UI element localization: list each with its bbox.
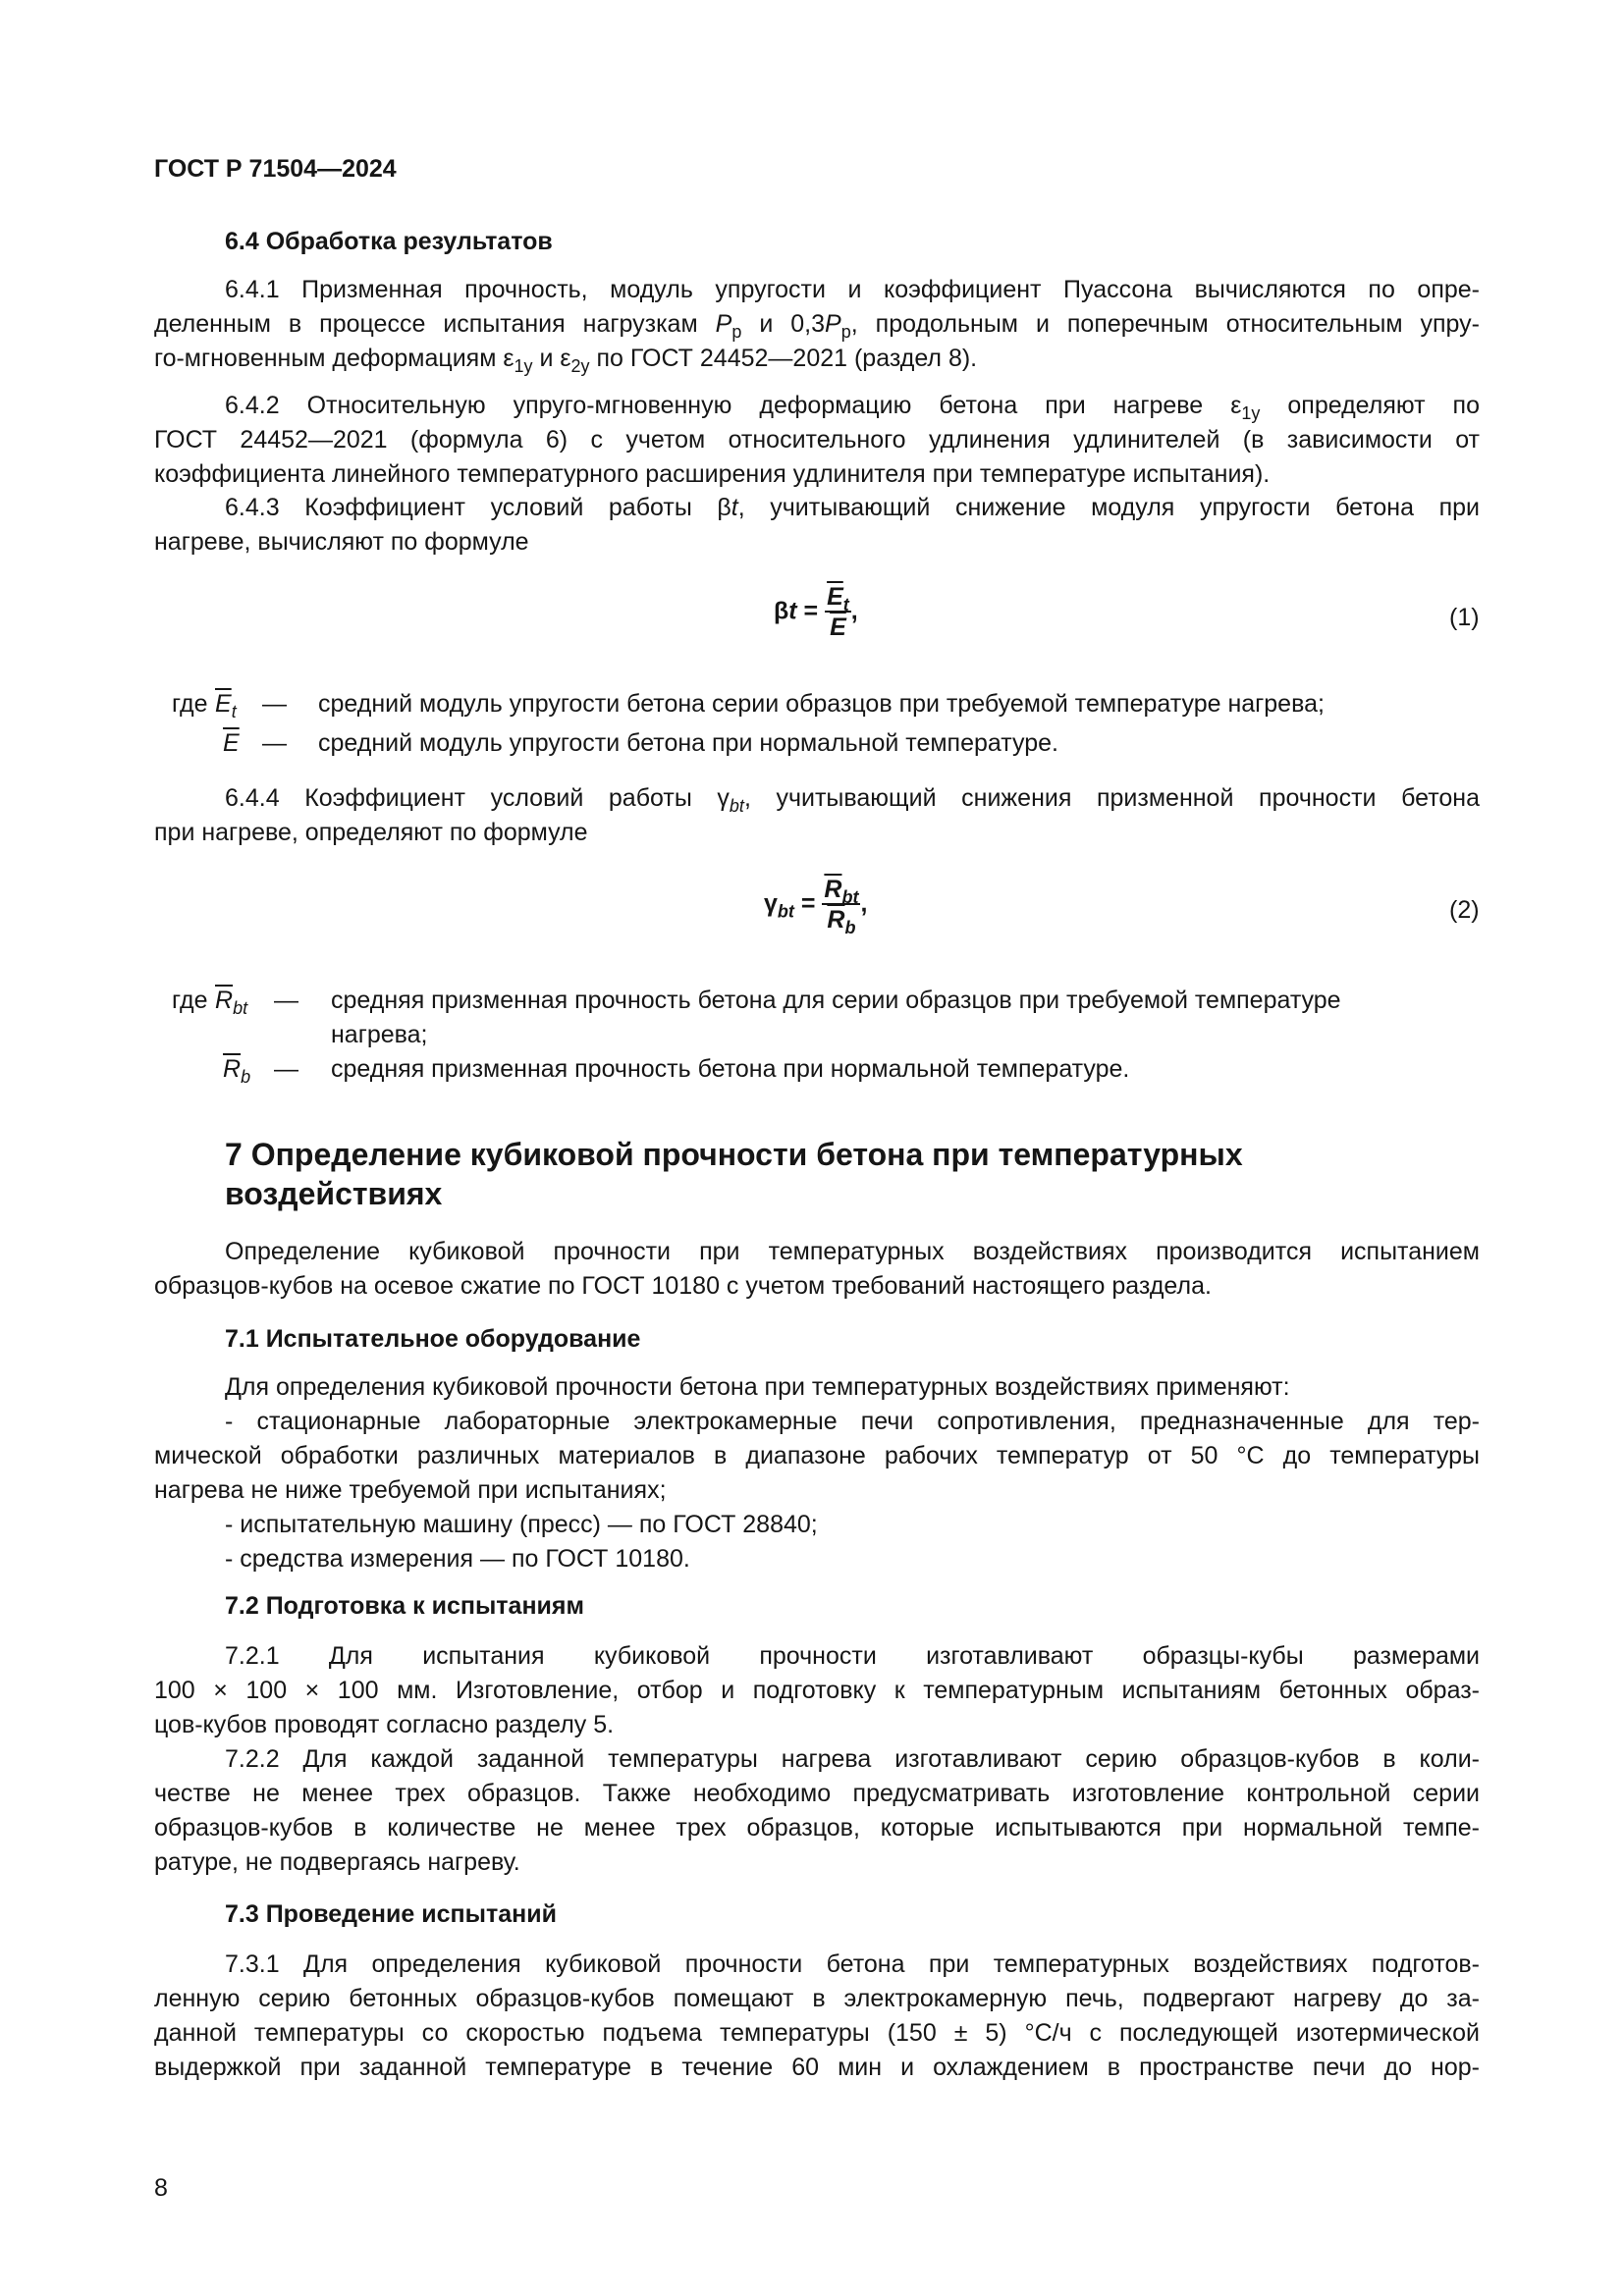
text-line: образцов-кубов на осевое сжатие по ГОСТ 10180 с учетом требований настоящего раздела.: [154, 1272, 1212, 1300]
paragraph-6-4-4: [154, 781, 1480, 850]
legend-text: нагрева;: [331, 1021, 428, 1048]
text-fragment: 6.4.4 Коэффициент условий работы γ: [225, 784, 730, 812]
text-line: 100 × 100 × 100 мм. Изготовление, отбор и подготовку к температурным испытаниям бетонных образ-: [154, 1677, 1480, 1704]
symbol: $\overline{E}$: [215, 690, 232, 718]
text-line: Определение кубиковой прочности при температурных воздействиях производится испытанием: [225, 1238, 1480, 1265]
formula-symbol: $\overline{R}$: [827, 906, 845, 934]
legend-text: средняя призменная прочность бетона для серии образцов при требуемой температуре: [331, 987, 1341, 1014]
text-fragment: определяют по: [1260, 392, 1480, 419]
symbol: $\overline{E}$: [223, 729, 240, 757]
text-fragment: , продольным и поперечным относительным упру-: [850, 310, 1480, 338]
paragraph-6-4-3: [154, 491, 1480, 560]
legend-row: [154, 687, 1489, 726]
legend-row: [154, 1052, 1489, 1092]
text-line: выдержкой при заданной температуре в течение 60 мин и охлаждением в пространстве печи до нор-: [154, 2054, 1480, 2081]
legend-text: средняя призменная прочность бетона при нормальной температуре.: [331, 1055, 1130, 1083]
section-7-1-body: [154, 1370, 1480, 1576]
text-line: честве не менее трех образцов. Также необходимо предусматривать изготовление контрольной серии: [154, 1780, 1480, 1807]
formula-symbol: $\overline{R}$: [824, 876, 842, 903]
section-7-3-body: [154, 1948, 1480, 2085]
section-7-heading: [154, 1135, 1480, 1213]
fraction-denominator: [822, 905, 860, 937]
formula-equals: =: [796, 597, 826, 625]
formula-symbol: t: [788, 597, 797, 625]
subscript: p: [731, 322, 742, 342]
subscript: bt: [777, 901, 794, 922]
legend-label: где: [172, 987, 208, 1014]
text-line: нагреве, вычисляют по формуле: [154, 528, 529, 556]
text-fragment: 6.4.3 Коэффициент условий работы β: [225, 494, 731, 521]
text-fragment: и ε: [532, 345, 571, 372]
section-7-3-title: 7.3 Проведение испытаний: [225, 1900, 557, 1928]
section-7-2-body: [154, 1639, 1480, 1880]
text-line: данной температуры со скоростью подъема температуры (150 ± 5) °С/ч с последующей изотермической: [154, 2019, 1480, 2047]
subscript: t: [842, 595, 849, 614]
variable: P: [825, 310, 841, 338]
list-item: - средства измерения — по ГОСТ 10180.: [225, 1545, 690, 1573]
section-6-4-title: 6.4 Обработка результатов: [225, 228, 553, 255]
paragraph-6-4-1: [154, 273, 1480, 376]
section-6-4: [154, 226, 1480, 257]
formula-fraction: [825, 583, 851, 642]
text-line: [154, 342, 1480, 376]
legend-dash: —: [262, 729, 287, 757]
formula-2-number: (2): [1449, 896, 1480, 924]
text-fragment: и 0,3: [759, 310, 826, 338]
text-line: мической обработки различных материалов в диапазоне рабочих температур от 50 °С до температуры: [154, 1442, 1480, 1469]
subscript: 2y: [570, 356, 590, 376]
section-7-2: [154, 1590, 1480, 1622]
legend-dash: —: [274, 987, 298, 1014]
section-7-1-title: 7.1 Испытательное оборудование: [225, 1325, 641, 1353]
legend-label: где: [172, 690, 208, 718]
subscript: t: [231, 702, 237, 721]
formula-comma: ,: [860, 889, 868, 918]
text-line: цов-кубов проводят согласно разделу 5.: [154, 1711, 615, 1738]
formula-2-legend: [154, 984, 1489, 1092]
symbol: $\overline{R}$: [223, 1055, 242, 1083]
list-item: - стационарные лабораторные электрокамерные печи сопротивления, предназначенные для тер-: [225, 1408, 1480, 1435]
formula-symbol: β: [774, 597, 789, 625]
section-7-3: [154, 1898, 1480, 1930]
text-line: [154, 491, 1480, 525]
formula-1: [774, 583, 858, 642]
subscript: bt: [841, 887, 859, 907]
formula-fraction: [822, 876, 860, 937]
list-item: - испытательную машину (пресс) — по ГОСТ 28840;: [225, 1511, 818, 1538]
formula-1-legend: [154, 687, 1489, 766]
text-fragment: 6.4.2 Относительную упруго-мгновенную деформацию бетона при нагреве ε: [225, 392, 1242, 419]
subscript: p: [840, 322, 851, 342]
legend-symbol: [215, 984, 247, 1018]
variable: P: [715, 310, 732, 338]
text-fragment: , учитывающий снижения призменной прочности бетона: [743, 784, 1480, 812]
formula-symbol: E: [830, 614, 846, 641]
text-line: Для определения кубиковой прочности бетона при температурных воздействиях применяют:: [225, 1373, 1290, 1401]
formula-symbol: $\overline{E}$: [827, 583, 843, 611]
legend-dash: —: [262, 690, 287, 718]
text-line: 7.3.1 Для определения кубиковой прочности бетона при температурных воздействиях подготов-: [225, 1950, 1480, 1978]
legend-dash: —: [274, 1055, 298, 1083]
subscript: bt: [233, 998, 248, 1018]
legend-symbol: [223, 1052, 250, 1087]
subscript: 1y: [1241, 403, 1261, 423]
text-line: 7.2.1 Для испытания кубиковой прочности изготавливают образцы-кубы размерами: [225, 1642, 1480, 1670]
text-line: [154, 307, 1480, 342]
formula-2: [764, 876, 868, 937]
legend-text: средний модуль упругости бетона серии образцов при требуемой температуре нагрева;: [318, 690, 1325, 718]
fraction-denominator: [825, 613, 851, 642]
text-line: 6.4.1 Призменная прочность, модуль упругости и коэффициент Пуассона вычисляются по опре-: [225, 276, 1480, 303]
legend-row: [154, 984, 1489, 1052]
text-line: ленную серию бетонных образцов-кубов помещают в электрокамерную печь, подвергают нагреву до за-: [154, 1985, 1480, 2012]
subscript: b: [241, 1067, 251, 1087]
paragraph-6-4-2: [154, 389, 1480, 492]
text-fragment: деленным в процессе испытания нагрузкам: [154, 310, 698, 338]
section-7-1: [154, 1323, 1480, 1355]
legend-symbol: [223, 726, 240, 761]
text-line: [154, 781, 1480, 816]
formula-equals: =: [793, 889, 823, 918]
symbol: $\overline{R}$: [215, 987, 234, 1014]
formula-comma: ,: [850, 597, 858, 625]
legend-text: средний модуль упругости бетона при нормальной температуре.: [318, 729, 1058, 757]
section-7-intro: [154, 1235, 1480, 1304]
text-line: 7.2.2 Для каждой заданной температуры нагрева изготавливают серию образцов-кубов в коли-: [225, 1745, 1480, 1773]
text-line: нагрева не ниже требуемой при испытаниях;: [154, 1476, 667, 1504]
fraction-numerator: [822, 876, 860, 905]
text-line: при нагреве, определяют по формуле: [154, 819, 588, 846]
formula-1-number: (1): [1449, 604, 1480, 631]
text-line: ратуре, не подвергаясь нагреву.: [154, 1848, 520, 1876]
legend-row: [154, 726, 1489, 766]
text-fragment: по ГОСТ 24452—2021 (раздел 8).: [589, 345, 978, 372]
section-7-title-line: 7 Определение кубиковой прочности бетона при температурных: [225, 1137, 1243, 1172]
text-line: образцов-кубов в количестве не менее трех образцов, которые испытываются при нормальной темпе-: [154, 1814, 1480, 1842]
subscript: 1y: [514, 356, 533, 376]
page-number: 8: [154, 2174, 168, 2202]
text-fragment: , учитывающий снижение модуля упругости бетона при: [737, 494, 1481, 521]
variable: t: [731, 494, 738, 521]
fraction-numerator: [825, 583, 851, 613]
text-line: ГОСТ 24452—2021 (формула 6) с учетом относительного удлинения удлинителей (в зависимости от: [154, 426, 1480, 454]
formula-symbol: γ: [764, 889, 778, 918]
section-7-title-line: воздействиях: [225, 1176, 443, 1211]
document-header: ГОСТ Р 71504—2024: [154, 155, 397, 183]
section-7-2-title: 7.2 Подготовка к испытаниям: [225, 1592, 585, 1620]
text-fragment: го-мгновенным деформациям ε: [154, 345, 514, 372]
text-line: коэффициента линейного температурного расширения удлинителя при температуре испытания).: [154, 460, 1271, 488]
subscript: b: [844, 918, 856, 937]
subscript: bt: [729, 796, 744, 816]
text-line: [154, 389, 1480, 423]
legend-symbol: [215, 687, 237, 721]
